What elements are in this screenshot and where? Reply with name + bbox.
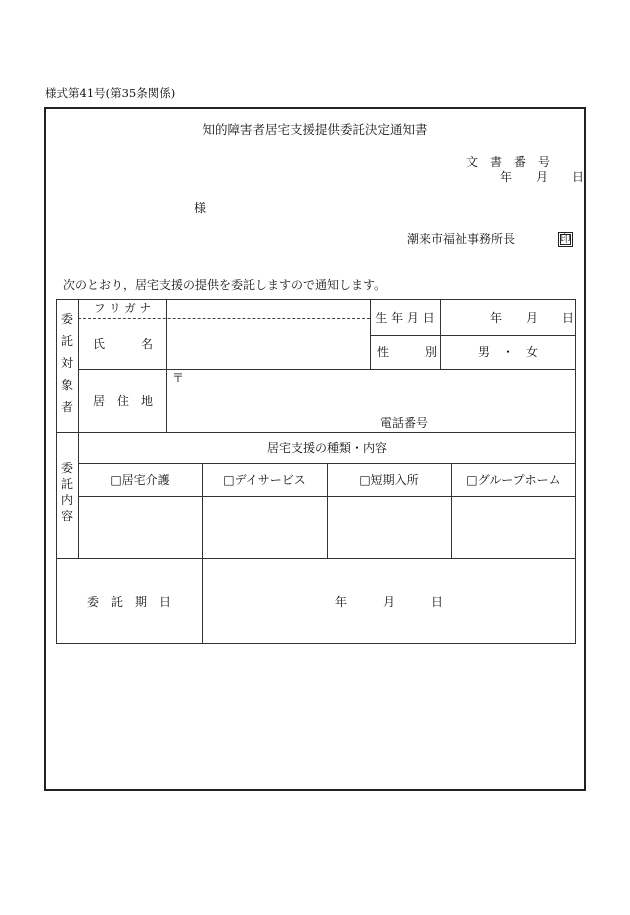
sex-label: 性 別 xyxy=(377,345,438,359)
postal-mark: 〒 xyxy=(172,371,185,385)
birthdate-label: 生 年 月 日 xyxy=(375,311,435,325)
official-seal-mark: 印 xyxy=(558,232,573,247)
form-number: 様式第41号(第35条関係) xyxy=(45,86,176,100)
period-label: 委 託 期 日 xyxy=(86,595,171,609)
document-date-label: 年 月 日 xyxy=(500,170,585,184)
document-title: 知的障害者居宅支援提供委託決定通知書 xyxy=(202,122,428,137)
name-label: 氏 名 xyxy=(93,337,154,351)
contents-section-label: 委 託 内 容 xyxy=(60,461,73,523)
support-types-header: 居宅支援の種類・内容 xyxy=(266,441,387,455)
addressee-suffix: 様 xyxy=(194,201,207,215)
birthdate-value: 年 月 日 xyxy=(490,311,575,325)
option-group-home: □グループホーム xyxy=(466,473,561,487)
issuer-name: 潮来市福祉事務所長 xyxy=(407,232,516,246)
option-day-service: □デイサービス xyxy=(223,473,306,487)
intro-text: 次のとおり，居宅支援の提供を委託しますので通知します。 xyxy=(63,278,387,292)
furigana-label: フ リ ガ ナ xyxy=(94,301,151,315)
phone-label: 電話番号 xyxy=(380,416,429,430)
option-short-stay: □短期入所 xyxy=(359,473,419,487)
sex-value: 男 ・ 女 xyxy=(477,345,538,359)
option-home-care: □居宅介護 xyxy=(110,473,170,487)
address-label: 居 住 地 xyxy=(93,394,154,408)
period-value: 年 月 日 xyxy=(334,595,443,609)
subject-section-label: 委 託 対 象 者 xyxy=(60,312,73,414)
document-number-label: 文 書 番 号 xyxy=(466,155,551,169)
